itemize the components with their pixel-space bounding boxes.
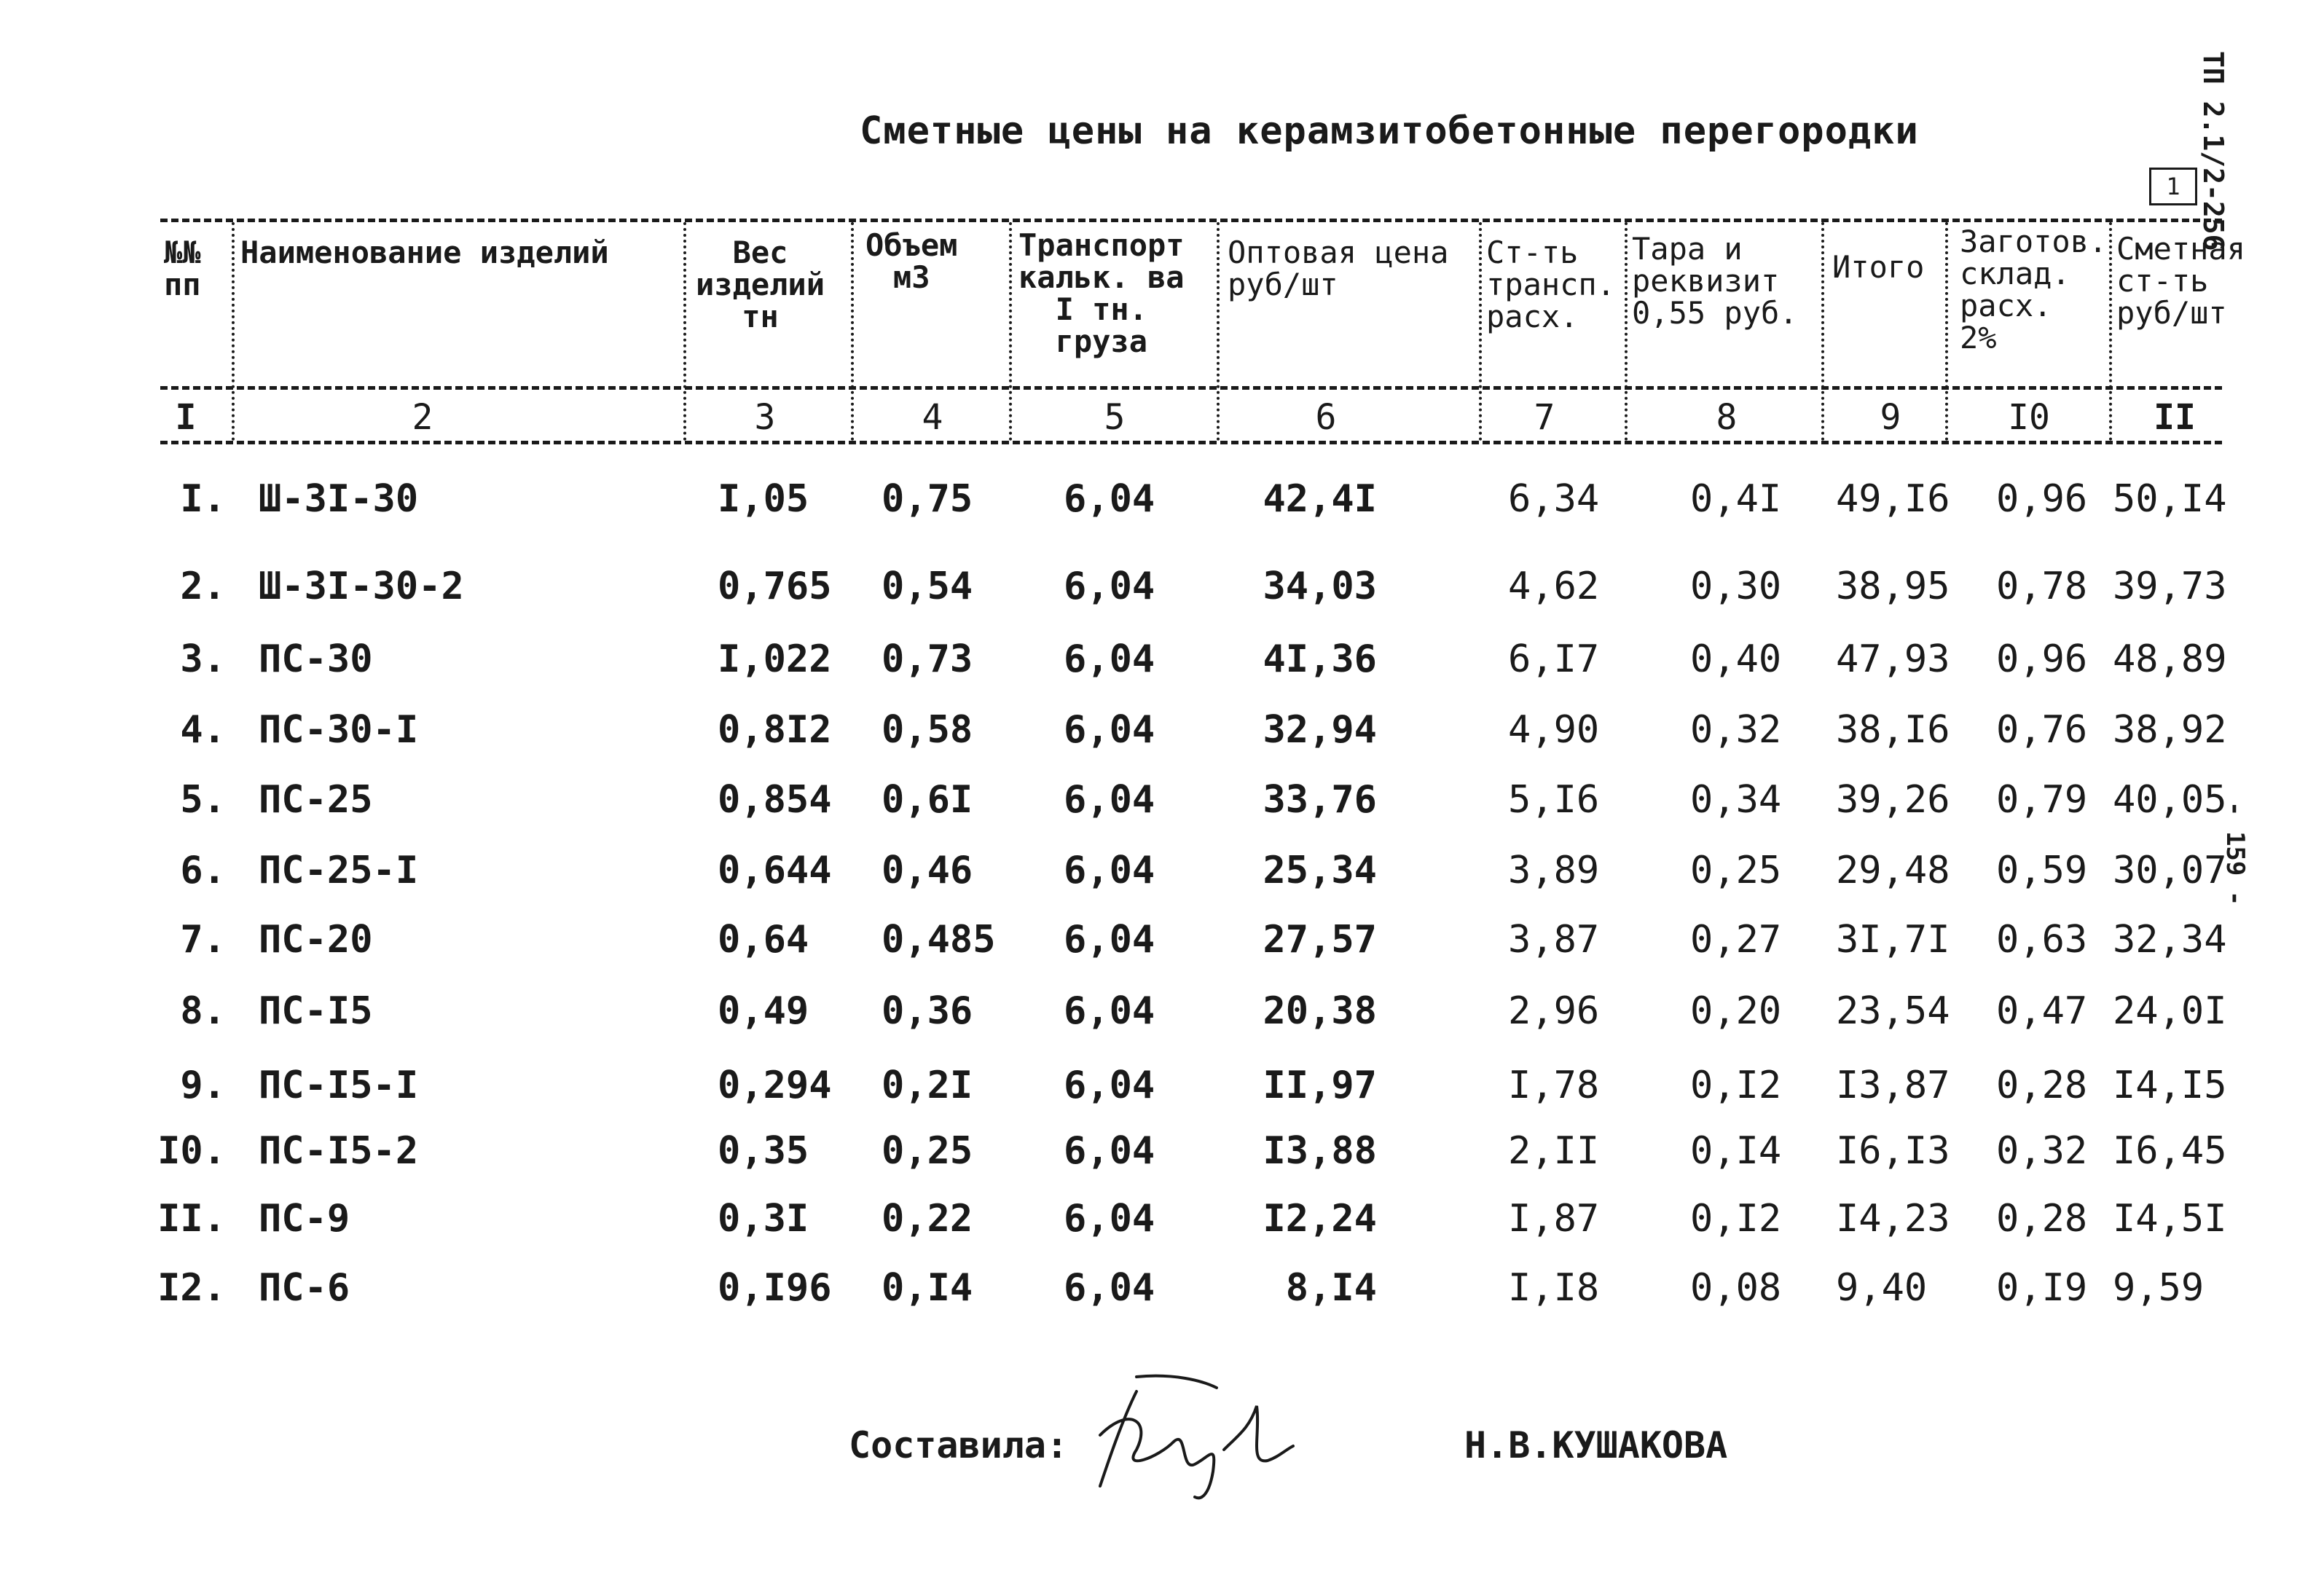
row-name: Ш-3I-30 xyxy=(259,477,419,521)
row-name: Ш-3I-30-2 xyxy=(259,565,464,608)
header-transport: Транспорт кальк. ва I тн. груза xyxy=(1018,227,1185,359)
row-weight: I,05 xyxy=(718,477,809,521)
row-trans-cost: 4,90 xyxy=(1508,708,1600,752)
col-divider xyxy=(683,222,686,441)
side-page-label: - 159 - xyxy=(2221,801,2250,906)
col-number: I xyxy=(175,397,197,438)
side-box: 1 xyxy=(2149,168,2197,205)
row-price: 8,I4 xyxy=(1285,1266,1377,1310)
table-row xyxy=(0,911,2324,969)
row-price: 20,38 xyxy=(1263,989,1377,1033)
table-row xyxy=(0,557,2324,616)
row-tara: 0,4I xyxy=(1690,477,1782,521)
row-name: ПС-I5 xyxy=(259,989,373,1033)
row-smet: 9,59 xyxy=(2113,1266,2205,1310)
row-no: II. xyxy=(157,1197,226,1241)
row-tara: 0,34 xyxy=(1690,778,1782,822)
row-tara: 0,25 xyxy=(1690,849,1782,892)
row-trans-cost: 5,I6 xyxy=(1508,778,1600,822)
row-no: I. xyxy=(180,477,226,521)
row-total: 3I,7I xyxy=(1836,918,1950,962)
row-transport: 6,04 xyxy=(1064,708,1155,752)
row-zag: 0,78 xyxy=(1996,565,2088,608)
row-no: I0. xyxy=(157,1129,226,1173)
row-weight: I,022 xyxy=(718,637,832,681)
row-smet: 40,05 xyxy=(2113,778,2227,822)
col-number: 8 xyxy=(1716,397,1738,438)
row-zag: 0,47 xyxy=(1996,989,2088,1033)
row-weight: 0,35 xyxy=(718,1129,809,1173)
col-divider xyxy=(1821,222,1824,441)
row-volume: 0,73 xyxy=(882,637,973,681)
row-tara: 0,08 xyxy=(1690,1266,1782,1310)
row-weight: 0,8I2 xyxy=(718,708,832,752)
row-weight: 0,765 xyxy=(718,565,832,608)
row-smet: 30,07 xyxy=(2113,849,2227,892)
col-divider xyxy=(1625,222,1628,441)
row-name: ПС-25-I xyxy=(259,849,419,892)
row-no: 3. xyxy=(180,637,226,681)
row-volume: 0,2I xyxy=(882,1064,973,1107)
col-number: 4 xyxy=(922,397,943,438)
row-no: 7. xyxy=(180,918,226,962)
row-trans-cost: 2,96 xyxy=(1508,989,1600,1033)
row-total: 29,48 xyxy=(1836,849,1950,892)
row-zag: 0,79 xyxy=(1996,778,2088,822)
row-transport: 6,04 xyxy=(1064,1129,1155,1173)
row-price: 42,4I xyxy=(1263,477,1377,521)
row-tara: 0,30 xyxy=(1690,565,1782,608)
row-trans-cost: 3,87 xyxy=(1508,918,1600,962)
row-volume: 0,36 xyxy=(882,989,973,1033)
header-rule xyxy=(160,386,2222,390)
row-price: 32,94 xyxy=(1263,708,1377,752)
header-no: №№ пп xyxy=(164,235,201,302)
row-no: 5. xyxy=(180,778,226,822)
row-smet: 39,73 xyxy=(2113,565,2227,608)
row-tara: 0,27 xyxy=(1690,918,1782,962)
row-weight: 0,64 xyxy=(718,918,809,962)
row-price: 4I,36 xyxy=(1263,637,1377,681)
row-tara: 0,40 xyxy=(1690,637,1782,681)
table-row xyxy=(0,701,2324,759)
table-row xyxy=(0,1056,2324,1115)
col-divider xyxy=(851,222,854,441)
row-volume: 0,54 xyxy=(882,565,973,608)
row-total: 49,I6 xyxy=(1836,477,1950,521)
row-smet: I4,5I xyxy=(2113,1197,2227,1241)
row-weight: 0,I96 xyxy=(718,1266,832,1310)
header-weight: Вес изделий тн xyxy=(696,235,825,334)
row-trans-cost: I,87 xyxy=(1508,1197,1600,1241)
row-name: ПС-6 xyxy=(259,1266,350,1310)
table-row xyxy=(0,982,2324,1040)
header-trans-cost: Ст-ть трансп. расх. xyxy=(1486,235,1616,334)
row-transport: 6,04 xyxy=(1064,1197,1155,1241)
row-zag: 0,96 xyxy=(1996,637,2088,681)
row-name: ПС-20 xyxy=(259,918,373,962)
row-weight: 0,854 xyxy=(718,778,832,822)
row-name: ПС-30 xyxy=(259,637,373,681)
col-divider xyxy=(1009,222,1012,441)
row-zag: 0,63 xyxy=(1996,918,2088,962)
col-divider xyxy=(1217,222,1220,441)
row-total: 47,93 xyxy=(1836,637,1950,681)
row-total: 39,26 xyxy=(1836,778,1950,822)
row-zag: 0,28 xyxy=(1996,1064,2088,1107)
col-number: 7 xyxy=(1534,397,1555,438)
row-volume: 0,46 xyxy=(882,849,973,892)
col-number-rule xyxy=(160,441,2222,444)
row-zag: 0,76 xyxy=(1996,708,2088,752)
row-weight: 0,644 xyxy=(718,849,832,892)
col-number: 6 xyxy=(1315,397,1337,438)
row-volume: 0,6I xyxy=(882,778,973,822)
row-name: ПС-30-I xyxy=(259,708,419,752)
row-smet: 38,92 xyxy=(2113,708,2227,752)
col-number: 5 xyxy=(1104,397,1126,438)
row-smet: 32,34 xyxy=(2113,918,2227,962)
col-number: 3 xyxy=(754,397,776,438)
row-tara: 0,32 xyxy=(1690,708,1782,752)
row-transport: 6,04 xyxy=(1064,849,1155,892)
row-no: 6. xyxy=(180,849,226,892)
signature xyxy=(1093,1362,1297,1508)
row-transport: 6,04 xyxy=(1064,1266,1155,1310)
col-number: II xyxy=(2154,397,2196,438)
table-top-rule xyxy=(160,219,2222,222)
row-volume: 0,75 xyxy=(882,477,973,521)
col-divider xyxy=(1945,222,1948,441)
row-weight: 0,49 xyxy=(718,989,809,1033)
row-transport: 6,04 xyxy=(1064,989,1155,1033)
header-smet: Сметная ст-ть руб/шт xyxy=(2116,231,2246,331)
row-price: 33,76 xyxy=(1263,778,1377,822)
header-volume: Объем м3 xyxy=(865,227,958,295)
row-transport: 6,04 xyxy=(1064,1064,1155,1107)
row-trans-cost: 2,II xyxy=(1508,1129,1600,1173)
row-no: 4. xyxy=(180,708,226,752)
row-zag: 0,I9 xyxy=(1996,1266,2088,1310)
header-total: Итого xyxy=(1832,249,1925,285)
row-transport: 6,04 xyxy=(1064,918,1155,962)
row-total: 38,95 xyxy=(1836,565,1950,608)
table-row xyxy=(0,630,2324,688)
row-trans-cost: I,78 xyxy=(1508,1064,1600,1107)
row-volume: 0,25 xyxy=(882,1129,973,1173)
row-total: 38,I6 xyxy=(1836,708,1950,752)
row-transport: 6,04 xyxy=(1064,778,1155,822)
row-zag: 0,32 xyxy=(1996,1129,2088,1173)
table-row xyxy=(0,771,2324,829)
table-row xyxy=(0,841,2324,900)
row-volume: 0,485 xyxy=(882,918,996,962)
row-tara: 0,I2 xyxy=(1690,1197,1782,1241)
row-price: II,97 xyxy=(1263,1064,1377,1107)
row-total: I6,I3 xyxy=(1836,1129,1950,1173)
row-price: 27,57 xyxy=(1263,918,1377,962)
row-price: I3,88 xyxy=(1263,1129,1377,1173)
row-transport: 6,04 xyxy=(1064,637,1155,681)
row-tara: 0,20 xyxy=(1690,989,1782,1033)
row-name: ПС-9 xyxy=(259,1197,350,1241)
row-volume: 0,I4 xyxy=(882,1266,973,1310)
compiled-by-label: Составила: xyxy=(849,1424,1069,1466)
table-row xyxy=(0,470,2324,528)
row-price: I2,24 xyxy=(1263,1197,1377,1241)
row-zag: 0,28 xyxy=(1996,1197,2088,1241)
row-name: ПС-I5-I xyxy=(259,1064,419,1107)
row-name: ПС-I5-2 xyxy=(259,1129,419,1173)
table-row xyxy=(0,1122,2324,1180)
row-transport: 6,04 xyxy=(1064,565,1155,608)
row-weight: 0,294 xyxy=(718,1064,832,1107)
row-no: 2. xyxy=(180,565,226,608)
side-code: ТП 2.1/2-256 xyxy=(2197,51,2229,251)
row-no: I2. xyxy=(157,1266,226,1310)
row-zag: 0,59 xyxy=(1996,849,2088,892)
row-price: 34,03 xyxy=(1263,565,1377,608)
row-zag: 0,96 xyxy=(1996,477,2088,521)
col-number: I0 xyxy=(2008,397,2050,438)
col-divider xyxy=(232,222,235,441)
table-row xyxy=(0,1190,2324,1248)
col-number: 9 xyxy=(1880,397,1901,438)
col-divider xyxy=(2109,222,2112,441)
row-total: I4,23 xyxy=(1836,1197,1950,1241)
row-total: 23,54 xyxy=(1836,989,1950,1033)
header-zag: Заготов. склад. расх. 2% xyxy=(1960,224,2108,355)
row-trans-cost: I,I8 xyxy=(1508,1266,1600,1310)
row-total: 9,40 xyxy=(1836,1266,1928,1310)
row-trans-cost: 3,89 xyxy=(1508,849,1600,892)
side-stamp xyxy=(2127,44,2244,251)
col-divider xyxy=(1479,222,1482,441)
row-volume: 0,58 xyxy=(882,708,973,752)
row-trans-cost: 6,34 xyxy=(1508,477,1600,521)
row-price: 25,34 xyxy=(1263,849,1377,892)
table-row xyxy=(0,1259,2324,1317)
row-transport: 6,04 xyxy=(1064,477,1155,521)
page-title: Сметные цены на керамзитобетонные перегородки xyxy=(860,109,1919,153)
row-weight: 0,3I xyxy=(718,1197,809,1241)
row-smet: I6,45 xyxy=(2113,1129,2227,1173)
row-smet: 24,0I xyxy=(2113,989,2227,1033)
col-number: 2 xyxy=(412,397,433,438)
row-no: 8. xyxy=(180,989,226,1033)
row-smet: 48,89 xyxy=(2113,637,2227,681)
row-trans-cost: 4,62 xyxy=(1508,565,1600,608)
row-name: ПС-25 xyxy=(259,778,373,822)
row-total: I3,87 xyxy=(1836,1064,1950,1107)
header-name: Наименование изделий xyxy=(240,235,609,270)
compiled-by-name: Н.В.КУШАКОВА xyxy=(1464,1424,1728,1466)
row-no: 9. xyxy=(180,1064,226,1107)
row-trans-cost: 6,I7 xyxy=(1508,637,1600,681)
row-smet: I4,I5 xyxy=(2113,1064,2227,1107)
header-tara: Тара и реквизит 0,55 руб. xyxy=(1632,231,1798,331)
header-price: Оптовая цена руб/шт xyxy=(1228,235,1449,302)
row-tara: 0,I2 xyxy=(1690,1064,1782,1107)
row-smet: 50,I4 xyxy=(2113,477,2227,521)
row-volume: 0,22 xyxy=(882,1197,973,1241)
row-tara: 0,I4 xyxy=(1690,1129,1782,1173)
